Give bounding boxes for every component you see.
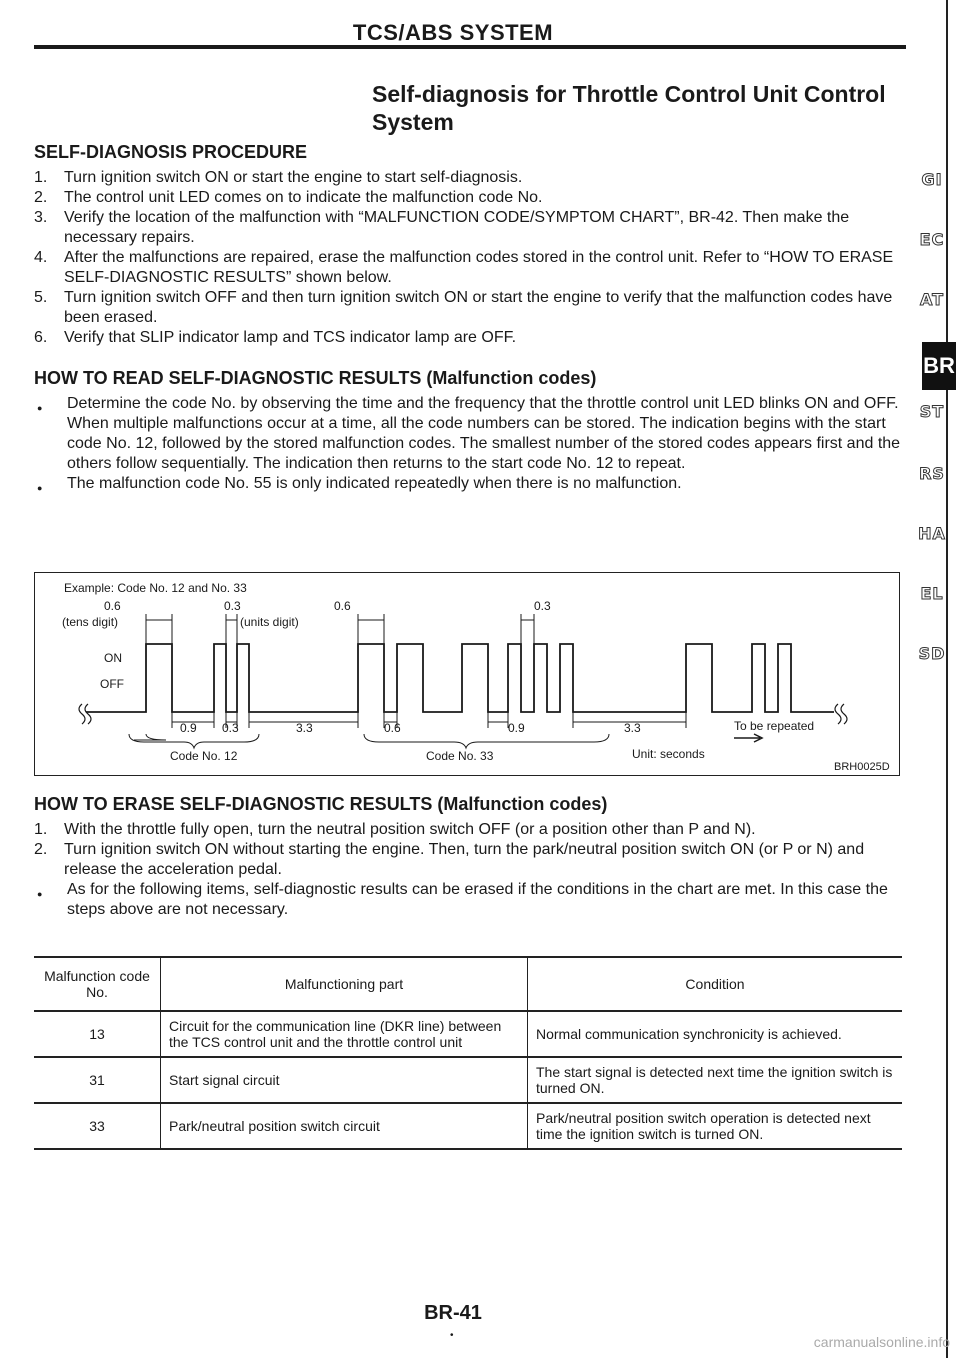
diagram-label: 0.3 <box>534 599 551 613</box>
table-cell: 31 <box>89 1072 105 1088</box>
tab-sd[interactable]: SD <box>918 644 946 663</box>
item-text: After the malfunctions are repaired, erase the malfunction codes stored in the control unit. Refer to “HOW TO ERASE SELF-DIAGNOSTIC RESULTS” shown below. <box>64 249 894 286</box>
time-label: 3.3 <box>296 721 313 735</box>
bullet-icon: ● <box>37 403 43 413</box>
erase-heading: HOW TO ERASE SELF-DIAGNOSTIC RESULTS (Malfunction codes) <box>34 794 608 814</box>
erase-list <box>34 820 906 920</box>
read-heading: HOW TO READ SELF-DIAGNOSTIC RESULTS (Malfunction codes) <box>34 368 597 388</box>
list-item <box>34 820 906 840</box>
item-text: Verify that SLIP indicator lamp and TCS indicator lamp are OFF. <box>64 329 517 346</box>
table-cell: Circuit for the communication line (DKR line) between the TCS control unit and the throttle control unit <box>161 1011 528 1057</box>
item-text: Turn ignition switch OFF and then turn ignition switch ON or start the engine to verify that the malfunction codes have been erased. <box>64 289 893 326</box>
time-label: 0.3 <box>222 721 239 735</box>
table-header-row <box>34 957 902 1011</box>
list-item <box>34 188 906 208</box>
column-header: Condition <box>528 957 903 1011</box>
item-text: Turn ignition switch ON or start the engine to start self-diagnosis. <box>64 169 523 186</box>
tab-at[interactable]: AT <box>919 290 945 309</box>
column-header: Malfunctioning part <box>161 957 528 1011</box>
arrow-right-icon <box>734 734 762 742</box>
diagram-label: 0.6 <box>104 599 121 613</box>
signal-on-label: ON <box>104 651 122 665</box>
diagram-label: 0.3 <box>224 599 241 613</box>
item-number: 5. <box>34 289 48 306</box>
tab-rs[interactable]: RS <box>919 464 945 483</box>
dimension-lines <box>129 614 686 748</box>
tab-br-active[interactable]: BR <box>922 342 956 390</box>
list-item <box>34 328 906 348</box>
list-item <box>34 840 906 880</box>
time-label: 0.6 <box>384 721 401 735</box>
time-label: 3.3 <box>624 721 641 735</box>
time-label: 0.9 <box>508 721 525 735</box>
page-title: Self-diagnosis for Throttle Control Unit Control System <box>372 81 886 135</box>
item-text: With the throttle fully open, turn the neutral position switch OFF (or a position other than P and N). <box>64 821 756 838</box>
table-row <box>34 1103 902 1149</box>
bullet-icon: ● <box>37 889 43 899</box>
page-edge-rule <box>946 0 948 1358</box>
procedure-heading: SELF-DIAGNOSIS PROCEDURE <box>34 142 308 162</box>
item-number: 3. <box>34 209 48 226</box>
list-item <box>34 248 906 288</box>
break-mark-right <box>835 704 847 724</box>
table-cell: Start signal circuit <box>161 1057 528 1103</box>
time-label: 0.9 <box>180 721 197 735</box>
code-12-label: Code No. 12 <box>170 749 238 763</box>
item-number: 1. <box>34 169 48 186</box>
figure-reference: BRH0025D <box>834 761 890 773</box>
column-header: Malfunction code No. <box>44 968 150 1000</box>
break-mark-left <box>79 704 91 724</box>
tab-st[interactable]: ST <box>919 402 945 421</box>
code-33-label: Code No. 33 <box>426 749 494 763</box>
section-header-title: TCS/ABS SYSTEM <box>352 20 554 45</box>
table-cell: Normal communication synchronicity is achieved. <box>528 1011 903 1057</box>
diagram-label: 0.6 <box>334 599 351 613</box>
tab-gi[interactable]: GI <box>921 170 943 189</box>
bullet-icon: ● <box>37 483 43 493</box>
watermark: carmanualsonline.info <box>813 1334 950 1350</box>
item-number: 4. <box>34 249 48 266</box>
signal-off-label: OFF <box>100 677 124 691</box>
unit-label: Unit: seconds <box>632 747 705 761</box>
table-cell: Park/neutral position switch circuit <box>161 1103 528 1149</box>
tab-ha[interactable]: HA <box>918 524 946 543</box>
page-mark: • <box>450 1330 454 1341</box>
item-number: 2. <box>34 841 48 858</box>
item-text: Determine the code No. by observing the time and the frequency that the throttle control unit LED blinks ON and OFF. When multiple malfunctions occur at a time, all the code numbers can be stored. The indication begins with the start code No. 12, followed by the stored malfunction codes. The smallest number of the stored codes appears first and the others follow sequentially. The indication then returns to the start code No. 12 to repeat. <box>67 395 901 472</box>
diagram-example-title: Example: Code No. 12 and No. 33 <box>64 581 247 595</box>
item-number: 6. <box>34 329 48 346</box>
list-item <box>34 474 906 498</box>
item-number: 2. <box>34 189 48 206</box>
diagram-label: (tens digit) <box>62 615 119 629</box>
table-row <box>34 1057 902 1103</box>
list-item <box>34 288 906 328</box>
tab-el[interactable]: EL <box>920 584 944 603</box>
repeat-note: To be repeated <box>734 719 815 733</box>
read-bullets <box>34 394 906 498</box>
table-cell: 33 <box>89 1118 105 1134</box>
table-cell: Park/neutral position switch operation is detected next time the ignition switch is turned ON. <box>528 1103 903 1149</box>
item-text: As for the following items, self-diagnostic results can be erased if the conditions in the chart are met. In this case the steps above are not necessary. <box>67 881 888 918</box>
erase-conditions-table <box>34 956 902 1150</box>
header-rule <box>34 45 906 49</box>
list-item <box>34 208 906 248</box>
page-number: BR-41 <box>424 1302 482 1324</box>
procedure-list <box>34 168 906 348</box>
item-text: The control unit LED comes on to indicate the malfunction code No. <box>64 189 543 206</box>
list-item <box>34 880 906 920</box>
item-text: Verify the location of the malfunction with “MALFUNCTION CODE/SYMPTOM CHART”, BR-42. Then make the necessary repairs. <box>64 209 850 246</box>
table-cell: 13 <box>89 1026 105 1042</box>
led-blink-timing-diagram <box>34 572 900 776</box>
item-text: Turn ignition switch ON without starting the engine. Then, turn the park/neutral position switch ON (or P or N) and release the acceleration pedal. <box>64 841 865 878</box>
list-item <box>34 168 906 188</box>
table-cell: The start signal is detected next time the ignition switch is turned ON. <box>528 1057 903 1103</box>
diagram-label: (units digit) <box>240 615 299 629</box>
led-waveform <box>86 644 834 712</box>
table-row <box>34 1011 902 1057</box>
list-item <box>34 394 906 474</box>
item-number: 1. <box>34 821 48 838</box>
item-text: The malfunction code No. 55 is only indicated repeatedly when there is no malfunction. <box>67 475 682 492</box>
tab-ec[interactable]: EC <box>919 230 945 249</box>
